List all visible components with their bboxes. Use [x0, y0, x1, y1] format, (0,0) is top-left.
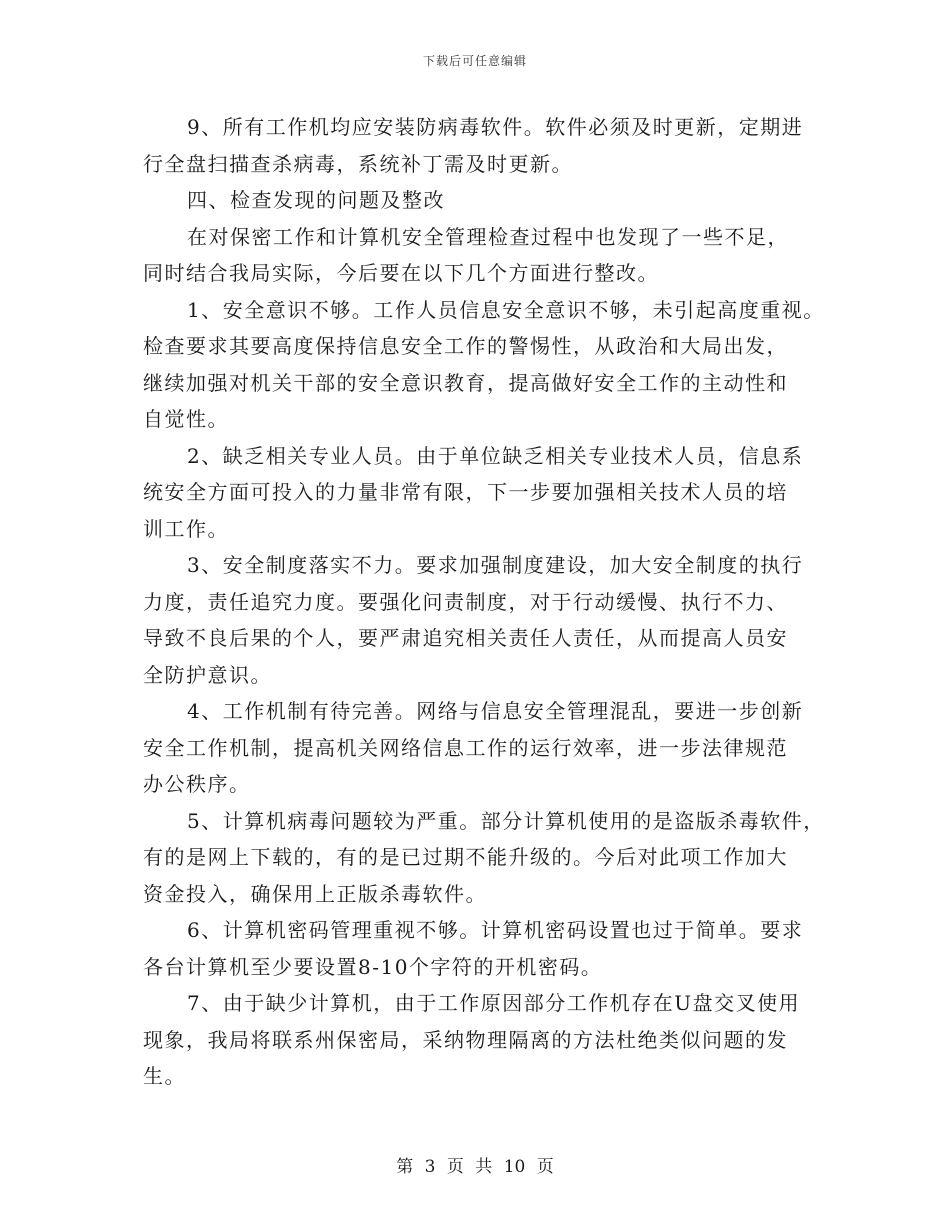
text-line: 4、工作机制有待完善。网络与信息安全管理混乱，要进一步创新	[187, 699, 804, 723]
text-line: 安全工作机制，提高机关网络信息工作的运行效率，进一步法律规范	[143, 735, 788, 760]
text-line: 6、计算机密码管理重视不够。计算机密码设置也过于简单。要求	[187, 918, 804, 942]
text-line: 办公秩序。	[143, 772, 251, 796]
text-line: 3、安全制度落实不力。要求加强制度建设，加大安全制度的执行	[187, 553, 804, 577]
text-line: 行全盘扫描查杀病毒，系统补丁需及时更新。	[143, 151, 573, 176]
text-line: 有的是网上下载的，有的是已过期不能升级的。今后对此项工作加大	[143, 845, 788, 869]
page-number-footer: 第 3 页 共 10 页	[396, 1157, 554, 1177]
document-body	[143, 109, 823, 1095]
text-line: 自觉性。	[143, 407, 229, 431]
text-line: 同时结合我局实际，今后要在以下几个方面进行整改。	[143, 261, 659, 285]
text-line: 2、缺乏相关专业人员。由于单位缺乏相关专业技术人员，信息系	[187, 443, 804, 468]
text-line: 统安全方面可投入的力量非常有限，下一步要加强相关技术人员的培	[143, 480, 788, 504]
text-line: 1、安全意识不够。工作人员信息安全意识不够，未引起高度重视。	[187, 297, 825, 322]
text-line: 全防护意识。	[143, 662, 272, 687]
text-line: 7、由于缺少计算机，由于工作原因部分工作机存在U盘交叉使用	[187, 991, 801, 1015]
section-heading: 四、检查发现的问题及整改	[187, 188, 445, 212]
text-line: 导致不良后果的个人，要严肃追究相关责任人责任，从而提高人员安	[143, 626, 788, 650]
text-line: 5、计算机病毒问题较为严重。部分计算机使用的是盗版杀毒软件，	[187, 808, 825, 833]
text-line: 各台计算机至少要设置8-10个字符的开机密码。	[143, 954, 603, 979]
text-line: 力度，责任追究力度。要强化问责制度，对于行动缓慢、执行不力、	[143, 589, 788, 614]
text-line: 现象，我局将联系州保密局，采纳物理隔离的方法杜绝类似问题的发	[143, 1027, 788, 1052]
page-header: 下载后可任意编辑	[422, 54, 527, 68]
text-line: 生。	[143, 1064, 186, 1088]
text-line: 在对保密工作和计算机安全管理检查过程中也发现了一些不足，	[187, 224, 789, 249]
text-line: 继续加强对机关干部的安全意识教育，提高做好安全工作的主动性和	[143, 370, 788, 395]
text-line: 9、所有工作机均应安装防病毒软件。软件必须及时更新，定期进	[187, 115, 804, 139]
text-line: 训工作。	[143, 516, 229, 541]
text-line: 资金投入，确保用上正版杀毒软件。	[143, 881, 487, 906]
text-line: 检查要求其要高度保持信息安全工作的警惕性，从政治和大局出发，	[143, 334, 788, 358]
